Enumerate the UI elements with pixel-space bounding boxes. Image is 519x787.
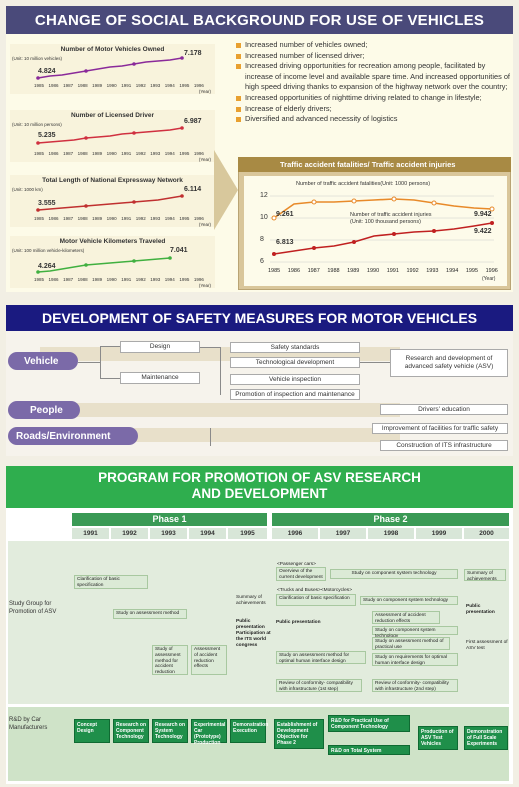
row-label-rd: R&D by Car Manufacturers — [9, 717, 48, 731]
accident-years: 1985 1986 1987 1988 1989 1990 1991 1992 1993 1994 1995 1996 — [268, 268, 498, 274]
mini-chart-year-label: (Year) — [198, 89, 211, 94]
mini-chart-end-value: 7.041 — [170, 247, 188, 254]
inspection-box: Vehicle inspection — [230, 374, 360, 385]
year-cell: 1991 — [72, 528, 109, 539]
mini-chart-years: 1985 1986 1987 1988 1989 1990 1991 1992 1993 1994 1995 1996 — [34, 83, 204, 88]
year-cell: 1999 — [416, 528, 462, 539]
mini-chart-year-label: (Year) — [198, 157, 211, 162]
mini-chart-start-value: 5.235 — [38, 132, 56, 139]
phase-task: Assessment of accident reduction effects — [372, 611, 440, 624]
phase-task: Study on assessment method — [113, 609, 187, 619]
mini-chart-years: 1985 1986 1987 1988 1989 1990 1991 1992 1993 1994 1995 1996 — [34, 277, 204, 282]
mini-chart-end-value: 6.987 — [184, 118, 202, 125]
public-presentation: Public presentation — [276, 620, 321, 625]
safety-standards-box: Safety standards — [230, 342, 360, 353]
facilities-box: Improvement of facilities for traffic safety — [372, 423, 508, 434]
vehicle-pill: Vehicle — [8, 352, 78, 370]
mini-chart-title: Total Length of National Expressway Network — [42, 177, 183, 184]
trucks-label: <Trucks and Buses><Motorcycles> — [277, 588, 353, 593]
mini-chart-title: Motor Vehicle Kilometers Traveled — [59, 238, 166, 245]
phase-task: Study on assessment method for optimal human interface design — [276, 651, 366, 664]
phase-task: Clarification of basic specification — [74, 575, 148, 589]
fatalities-label: Number of traffic accident fatalities(Unit: 1000 persons) — [296, 181, 431, 187]
mini-chart-title: Number of Licensed Driver — [70, 112, 155, 119]
mini-chart-start-value: 3.555 — [38, 200, 56, 207]
mini-chart-years: 1985 1986 1987 1988 1989 1990 1991 1992 1993 1994 1995 1996 — [34, 151, 204, 156]
y-tick: 8 — [260, 236, 264, 243]
education-box: Drivers' education — [380, 404, 508, 415]
rd-task: Concept Design — [74, 719, 110, 743]
rd-task: R&D for Practical Use of Component Technology — [328, 715, 410, 732]
mini-chart-vehicles — [10, 44, 215, 94]
injuries-label: Number of traffic accident injuries — [350, 212, 432, 218]
year-cell: 1995 — [228, 528, 267, 539]
bullet-item: Increased driving opportunities for recreation among people, facilitated by increase of income level and available spare time. And increased opportunities of high speed driving thanks to expansion of the highway network over the country; — [236, 61, 511, 93]
public-presentation: Public presentation — [466, 604, 495, 615]
accident-year-label: (Year) — [482, 276, 496, 282]
year-cell: 2000 — [464, 528, 509, 539]
rd-task: Demonstration of Full Scale Experiments — [464, 726, 508, 750]
arrow-icon — [214, 150, 240, 230]
roads-pill: Roads/Environment — [8, 427, 138, 445]
its-congress: Participation at the ITS world congress — [236, 631, 271, 648]
year-cell: 1996 — [272, 528, 318, 539]
year-cell: 1992 — [111, 528, 148, 539]
maintenance-box: Maintenance — [120, 372, 200, 384]
phase1-header: Phase 1 — [72, 513, 267, 526]
connector-line — [210, 428, 211, 446]
accident-plot — [244, 176, 507, 286]
rd-task: Production of ASV Test Vehicles — [418, 726, 458, 750]
phase2-header: Phase 2 — [272, 513, 509, 526]
connector-line — [100, 346, 101, 378]
phase-task: Review of conformity- compatibility with infrastructure (2nd step) — [372, 679, 458, 692]
section3-title — [6, 466, 513, 508]
rd-task: Demonstration Execution — [230, 719, 266, 743]
rd-task: Research on Component Technology — [113, 719, 149, 743]
bullet-item: Increased opportunities of nighttime driving related to change in lifestyle; — [236, 93, 511, 104]
bullet-item: Increased number of vehicles owned; — [236, 40, 511, 51]
phase-text: First assessment of ASV test — [466, 640, 508, 651]
section3-title-line1: PROGRAM FOR PROMOTION OF ASV RESEARCH — [98, 470, 421, 485]
mini-chart-unit: (Unit: 10 million persons) — [12, 122, 62, 127]
phase-task: Study on component system — [372, 626, 458, 635]
rd-task: Research on System Technology — [152, 719, 188, 743]
phase-task: Study on component system technology — [360, 596, 458, 605]
asv-box: Research and development of advanced safety vehicle (ASV) — [390, 349, 508, 377]
people-pill: People — [8, 401, 80, 419]
row-label-study: Study Group for Promotion of ASV — [9, 601, 57, 615]
section1-title: CHANGE OF SOCIAL BACKGROUND FOR USE OF VEHICLES — [6, 6, 513, 34]
connector-line — [100, 378, 120, 379]
bullet-item: Increased number of licensed driver; — [236, 51, 511, 62]
people-band — [40, 403, 400, 417]
phase-task: Study of assessment method for accident reduction — [152, 645, 188, 675]
connector-line — [220, 347, 221, 395]
mini-chart-end-value: 7.178 — [184, 50, 202, 57]
mini-chart-end-value: 6.114 — [184, 186, 202, 193]
mini-chart-unit: (Unit: 10 million vehicles) — [12, 56, 63, 61]
mini-chart-years: 1985 1986 1987 1988 1989 1990 1991 1992 1993 1994 1995 1996 — [34, 216, 204, 221]
its-box: Construction of ITS infrastructure — [380, 440, 508, 451]
accident-title: Traffic accident fatalities/ Traffic accident injuries — [238, 157, 511, 172]
phase-task: Study on component system technology — [330, 569, 458, 579]
y-tick: 6 — [260, 258, 264, 265]
phase-task: Review of conformity- compatibility with infrastructure (1st step) — [276, 679, 362, 692]
phase-task: Study on assessment method of practical use — [372, 637, 450, 650]
mini-chart-kilometers — [10, 236, 215, 288]
mini-chart-title: Number of Motor Vehicles Owned — [60, 46, 165, 53]
connector-line — [100, 346, 120, 347]
phase-task: Assessment of accident reduction effects — [191, 645, 227, 675]
section3-title-line2: AND DEVELOPMENT — [191, 486, 328, 501]
section2-title: DEVELOPMENT OF SAFETY MEASURES FOR MOTOR VEHICLES — [6, 305, 513, 331]
rd-task: Experimental Car (Prototype) Production — [191, 719, 227, 743]
mini-chart-start-value: 4.824 — [38, 68, 56, 75]
connector-line — [200, 347, 220, 348]
mini-chart-unit: (Unit: 100 million vehicle-kilometers) — [12, 248, 85, 253]
mini-chart-drivers — [10, 110, 215, 162]
design-box: Design — [120, 341, 200, 353]
injuries-end: 9.422 — [474, 228, 492, 235]
injuries-unit: (Unit: 100 thousand persons) — [350, 219, 421, 225]
rd-task: Establishment of Development Objective for Phase 2 — [274, 719, 324, 749]
mini-chart-year-label: (Year) — [198, 283, 211, 288]
mini-chart-unit: (Unit: 1000 km) — [12, 187, 43, 192]
bullet-item: Diversified and advanced necessity of logistics — [236, 114, 511, 125]
connector-line — [78, 362, 100, 363]
rd-task: R&D on Total System — [328, 745, 410, 755]
public-presentation: Public presentation — [236, 619, 265, 630]
connector-line — [360, 362, 390, 363]
promotion-box: Promotion of inspection and maintenance — [230, 389, 360, 400]
injuries-start: 6.813 — [276, 239, 294, 246]
year-cell: 1997 — [320, 528, 366, 539]
mini-chart-start-value: 4.264 — [38, 263, 56, 270]
mini-chart-year-label: (Year) — [198, 222, 211, 227]
fatalities-start: 9.261 — [276, 211, 294, 218]
phase-task: Summary of achievements — [464, 569, 506, 581]
tech-dev-box: Technological development — [230, 357, 360, 368]
phase-task: Overview of the current development — [276, 567, 326, 581]
background-bullets — [236, 40, 511, 125]
phase-task: Clarification of basic specification — [276, 594, 356, 606]
phase-task: Study on requirements for optimal human interface design — [372, 653, 458, 666]
year-cell: 1993 — [150, 528, 187, 539]
y-tick: 12 — [260, 192, 268, 199]
fatalities-end: 9.942 — [474, 211, 492, 218]
year-cell: 1998 — [368, 528, 414, 539]
phase-text: Summary of achievements — [236, 595, 266, 606]
bullet-item: Increase of elderly drivers; — [236, 104, 511, 115]
passenger-cars-label: <Passenger cars> — [277, 562, 316, 567]
mini-chart-expressway — [10, 175, 215, 227]
year-cell: 1994 — [189, 528, 226, 539]
y-tick: 10 — [260, 214, 268, 221]
